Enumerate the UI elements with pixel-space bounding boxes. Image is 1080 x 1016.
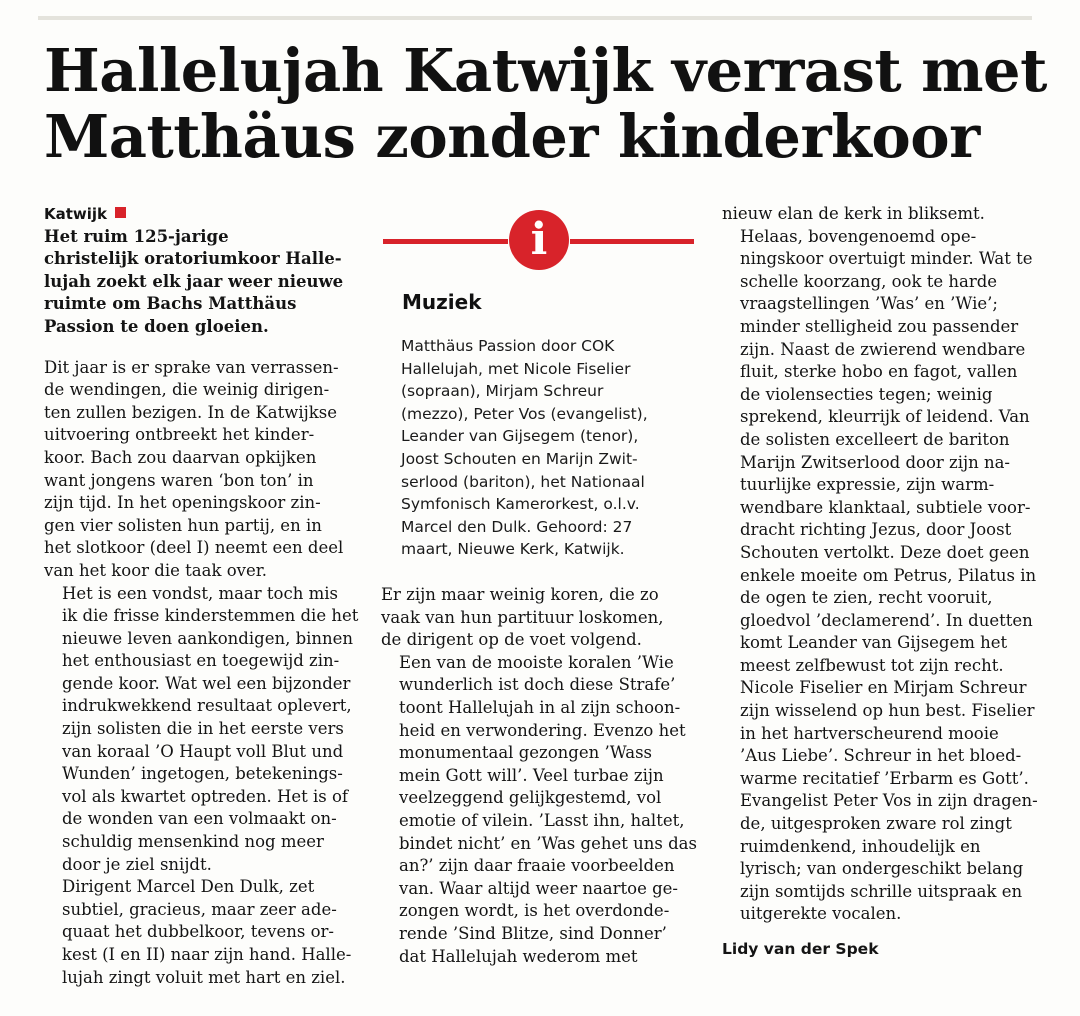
headline-line-2: Matthäus zonder kinderkoor [44, 102, 980, 171]
text-line: de, uitgesproken zware rol zingt [740, 814, 1012, 834]
text-line: ruimdenkend, inhoudelijk en [740, 836, 981, 856]
text-line: het slotkoor (deel I) neemt een deel [44, 538, 344, 558]
info-bar-left [383, 239, 508, 244]
text-line: kest (I en II) naar zijn hand. Halle- [62, 945, 352, 964]
text-line: zijn tijd. In het openingskoor zin- [44, 493, 321, 513]
text-line: emotie of vilein. ’Lasst ihn, haltet, [399, 810, 685, 830]
paragraph [381, 584, 701, 652]
text-line: ten zullen bezigen. In de Katwijkse [44, 402, 338, 422]
red-square-marker [115, 207, 126, 218]
text-line: meest zelfbewust tot zijn recht. [740, 655, 1004, 675]
text-line: lujah zingt voluit met hart en ziel. [62, 967, 346, 987]
text-line: gende koor. Wat wel een bijzonder [62, 673, 351, 693]
text-line: zijn wisselend op hun best. Fiselier [740, 701, 1035, 721]
text-line: vaak van hun partituur loskomen, [381, 607, 664, 627]
info-bar-right [570, 239, 694, 244]
text-line: toont Hallelujah in al zijn schoon- [399, 697, 681, 717]
text-line: (sopraan), Mirjam Schreur [401, 382, 604, 401]
text-line: Passion te doen gloeien. [44, 316, 269, 336]
text-line: ningskoor overtuigt minder. Wat te [740, 249, 1033, 269]
text-line: mein Gott will’. Veel turbae zijn [399, 765, 664, 785]
text-line: sprekend, kleurrijk of leidend. Van [740, 407, 1030, 427]
intro [44, 203, 362, 339]
text-line: ruimte om Bachs Matthäus [44, 294, 297, 314]
paragraph [381, 652, 701, 968]
text-line: indrukwekkend resultaat oplevert, [62, 696, 352, 716]
text-line: vraagstellingen ’Was’ en ’Wie’; [740, 294, 998, 314]
text-line: bindet nicht’ en ’Was gehet uns das [399, 833, 697, 853]
text-line: de wendingen, die weinig dirigen- [44, 380, 330, 400]
spacer [44, 339, 362, 357]
paragraph [44, 876, 362, 989]
text-line: ik die frisse kinderstemmen die het [62, 606, 359, 626]
text-line: komt Leander van Gijsegem het [740, 633, 1008, 653]
paragraph [722, 226, 1052, 926]
text-line: quaat het dubbelkoor, tevens or- [62, 922, 335, 942]
text-line: door je ziel snijdt. [62, 854, 212, 874]
byline: Lidy van der Spek [722, 940, 879, 958]
text-line: van koraal ’O Haupt voll Blut und [62, 741, 344, 761]
intro-text [44, 226, 362, 339]
column-2 [381, 584, 701, 968]
text-line: christelijk oratoriumkoor Halle- [44, 249, 342, 269]
text-line: de ogen te zien, recht vooruit, [740, 588, 993, 608]
info-box-body [401, 335, 701, 561]
text-line: wunderlich ist doch diese Strafe’ [399, 675, 676, 695]
text-line: Joost Schouten en Marijn Zwit- [401, 449, 638, 468]
text-line: lyrisch; van ondergeschikt belang [740, 859, 1024, 879]
text-line: ’Aus Liebe’. Schreur in het bloed- [740, 746, 1022, 766]
text-line: de dirigent op de voet volgend. [381, 630, 642, 650]
text-line: zijn somtijds schrille uitspraak en [740, 881, 1023, 901]
text-line: Er zijn maar weinig koren, die zo [381, 585, 659, 604]
text-line: Marijn Zwitserlood door zijn na- [740, 452, 1011, 472]
text-line: maart, Nieuwe Kerk, Katwijk. [401, 540, 625, 559]
text-line: Een van de mooiste koralen ’Wie [399, 652, 674, 672]
headline [44, 38, 1047, 170]
dateline: Katwijk [44, 205, 108, 223]
info-icon: i [509, 210, 569, 270]
text-line: gen vier solisten hun partij, en in [44, 515, 322, 535]
text-line: monumentaal gezongen ’Wass [399, 743, 653, 763]
text-line: Leander van Gijsegem (tenor), [401, 427, 639, 446]
text-line: warme recitatief ’Erbarm es Gott’. [740, 768, 1029, 788]
paragraph [44, 583, 362, 877]
text-line: Matthäus Passion door COK [401, 337, 615, 355]
text-line: van. Waar altijd weer naartoe ge- [399, 878, 679, 898]
text-line: de wonden van een volmaakt on- [62, 809, 337, 829]
info-box-heading: Muziek [402, 290, 482, 314]
column-3 [722, 203, 1052, 926]
text-line: schelle koorzang, ook te harde [740, 271, 998, 291]
paragraph [722, 203, 1052, 226]
text-line: zijn solisten die in het eerste vers [62, 719, 344, 739]
text-line: Symfonisch Kamerorkest, o.l.v. [401, 495, 640, 514]
text-line: dracht richting Jezus, door Joost [740, 520, 1012, 540]
text-line: schuldig mensenkind nog meer [62, 832, 324, 852]
text-line: serlood (bariton), het Nationaal [401, 472, 645, 491]
text-line: Helaas, bovengenoemd ope- [740, 226, 977, 246]
text-line: want jongens waren ‘bon ton’ in [44, 470, 314, 490]
text-line: de solisten excelleert de bariton [740, 429, 1010, 449]
text-line: Evangelist Peter Vos in zijn dragen- [740, 791, 1038, 811]
text-line: an?’ zijn daar fraaie voorbeelden [399, 856, 675, 876]
text-line: zijn. Naast de zwierend wendbare [740, 339, 1026, 359]
text-line: uitvoering ontbreekt het kinder- [44, 425, 315, 445]
text-line: gloedvol ’declamerend’. In duetten [740, 610, 1033, 630]
text-line: koor. Bach zou daarvan opkijken [44, 447, 317, 467]
text-line: veelzeggend gelijkgestemd, vol [399, 788, 662, 808]
text-line: subtiel, gracieus, maar zeer ade- [62, 899, 337, 919]
text-line: van het koor die taak over. [44, 560, 268, 580]
text-line: (mezzo), Peter Vos (evangelist), [401, 404, 648, 423]
text-line: vol als kwartet optreden. Het is of [62, 786, 349, 806]
text-line: het enthousiast en toegewijd zin- [62, 651, 340, 671]
headline-line-1: Hallelujah Katwijk verrast met [44, 36, 1047, 105]
text-line: nieuw elan de kerk in bliksemt. [722, 204, 985, 223]
text-line: Het ruim 125-jarige [44, 226, 229, 246]
text-line: Het is een vondst, maar toch mis [62, 583, 338, 603]
column-1 [44, 203, 362, 989]
text-line: uitgerekte vocalen. [740, 904, 902, 924]
text-line: fluit, sterke hobo en fagot, vallen [740, 362, 1018, 382]
text-line: in het hartverscheurend mooie [740, 723, 999, 743]
text-line: de violensecties tegen; weinig [740, 384, 993, 404]
text-line: zongen wordt, is het overdonde- [399, 901, 670, 921]
text-line: minder stelligheid zou passender [740, 316, 1019, 336]
paragraph [44, 357, 362, 583]
text-line: tuurlijke expressie, zijn warm- [740, 475, 995, 495]
text-line: lujah zoekt elk jaar weer nieuwe [44, 271, 344, 291]
text-line: wendbare klanktaal, subtiele voor- [740, 497, 1031, 517]
text-line: Marcel den Dulk. Gehoord: 27 [401, 517, 633, 536]
text-line: Dit jaar is er sprake van verrassen- [44, 357, 339, 377]
text-line: Dirigent Marcel Den Dulk, zet [62, 877, 315, 897]
text-line: dat Hallelujah wederom met [399, 946, 638, 966]
text-line: enkele moeite om Petrus, Pilatus in [740, 565, 1037, 585]
text-line: nieuwe leven aankondigen, binnen [62, 628, 354, 648]
text-line: Wunden’ ingetogen, betekenings- [62, 764, 343, 784]
text-line: rende ’Sind Blitze, sind Donner’ [399, 923, 667, 943]
text-line: Hallelujah, met Nicole Fiselier [401, 359, 631, 378]
text-line: Schouten vertolkt. Deze doet geen [740, 542, 1030, 562]
text-line: Nicole Fiselier en Mirjam Schreur [740, 678, 1027, 698]
text-line: heid en verwondering. Evenzo het [399, 720, 686, 740]
top-rule [38, 16, 1032, 20]
